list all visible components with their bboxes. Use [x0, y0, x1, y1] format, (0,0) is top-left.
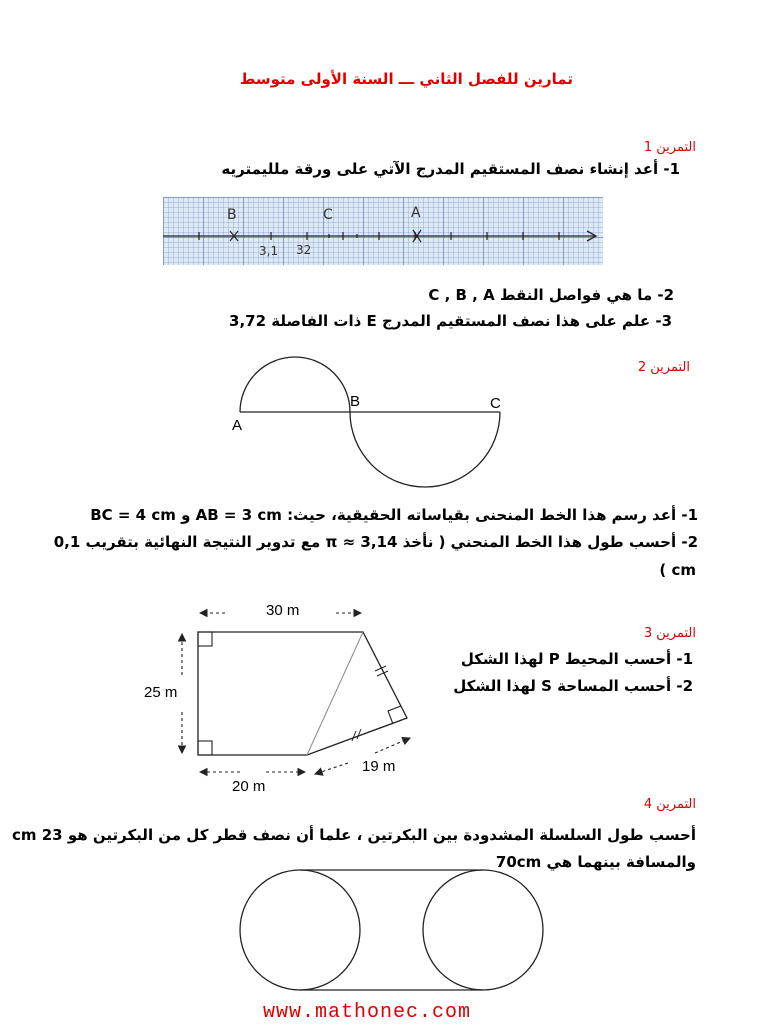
- graph-paper-figure: [163, 197, 603, 265]
- tick-label-3-1: 3,1: [259, 244, 279, 258]
- exercise-2-heading: التمرين 2: [637, 360, 690, 375]
- semicircle-curve-figure: [230, 355, 530, 485]
- exercise-3-question-1: 1- أحسب المحيط P لهذا الشكل: [460, 650, 693, 668]
- exercise-4-text-line-1: أحسب طول السلسلة المشدودة بين البكرتين ، علما أن نصف قطر كل من البكرتين هو 23 cm: [11, 826, 696, 844]
- exercise-2-question-2: 2- أحسب طول هذا الخط المنحني ( نأخذ 3,14 ≈ π مع تدوير النتيجة النهائية بتقريب 0,1: [53, 533, 698, 551]
- exercise-2-question-2-unit: ( cm: [659, 561, 696, 579]
- dimension-label-bottom: 20 m: [232, 778, 266, 795]
- exercise-3-question-2: 2- أحسب المساحة S لهذا الشكل: [453, 677, 693, 695]
- point-label-a: A: [232, 417, 243, 434]
- exercise-1-question-3: 3- علم على هذا نصف المستقيم المدرج E ذات الفاصلة 3,72: [229, 312, 672, 330]
- exercise-1-heading: التمرين 1: [643, 140, 696, 155]
- dimension-label-left: 25 m: [144, 684, 178, 701]
- page-title: تمارين للفصل الثاني ـــ السنة الأولى متوسط: [239, 70, 573, 88]
- point-label-b: B: [227, 207, 237, 223]
- footer-website[interactable]: www.mathonec.com: [263, 1001, 472, 1024]
- exercise-1-question-1: 1- أعد إنشاء نصف المستقيم المدرج الآتي على ورقة ملليمتريه: [221, 160, 680, 178]
- exercise-4-text-line-2: والمسافة بينهما هي 70cm: [495, 853, 696, 871]
- dimension-label-slant: 19 m: [362, 758, 396, 775]
- tick-label-32: 32: [296, 243, 312, 257]
- exercise-1-question-2: 2- ما هي فواصل النقط C , B , A: [428, 286, 674, 304]
- point-label-c: C: [323, 207, 333, 223]
- dimension-label-top: 30 m: [266, 602, 300, 619]
- exercise-2-question-1: 1- أعد رسم هذا الخط المنحنى بقياساته الحقيقية، حيث: AB = 3 cm و BC = 4 cm: [90, 506, 698, 524]
- exercise-3-heading: التمرين 3: [643, 626, 696, 641]
- point-label-a: A: [411, 205, 421, 221]
- pulleys-chain-figure: [235, 868, 555, 998]
- exercise-4-heading: التمرين 4: [643, 797, 696, 812]
- point-label-b: B: [350, 393, 361, 410]
- point-label-c: C: [490, 395, 501, 412]
